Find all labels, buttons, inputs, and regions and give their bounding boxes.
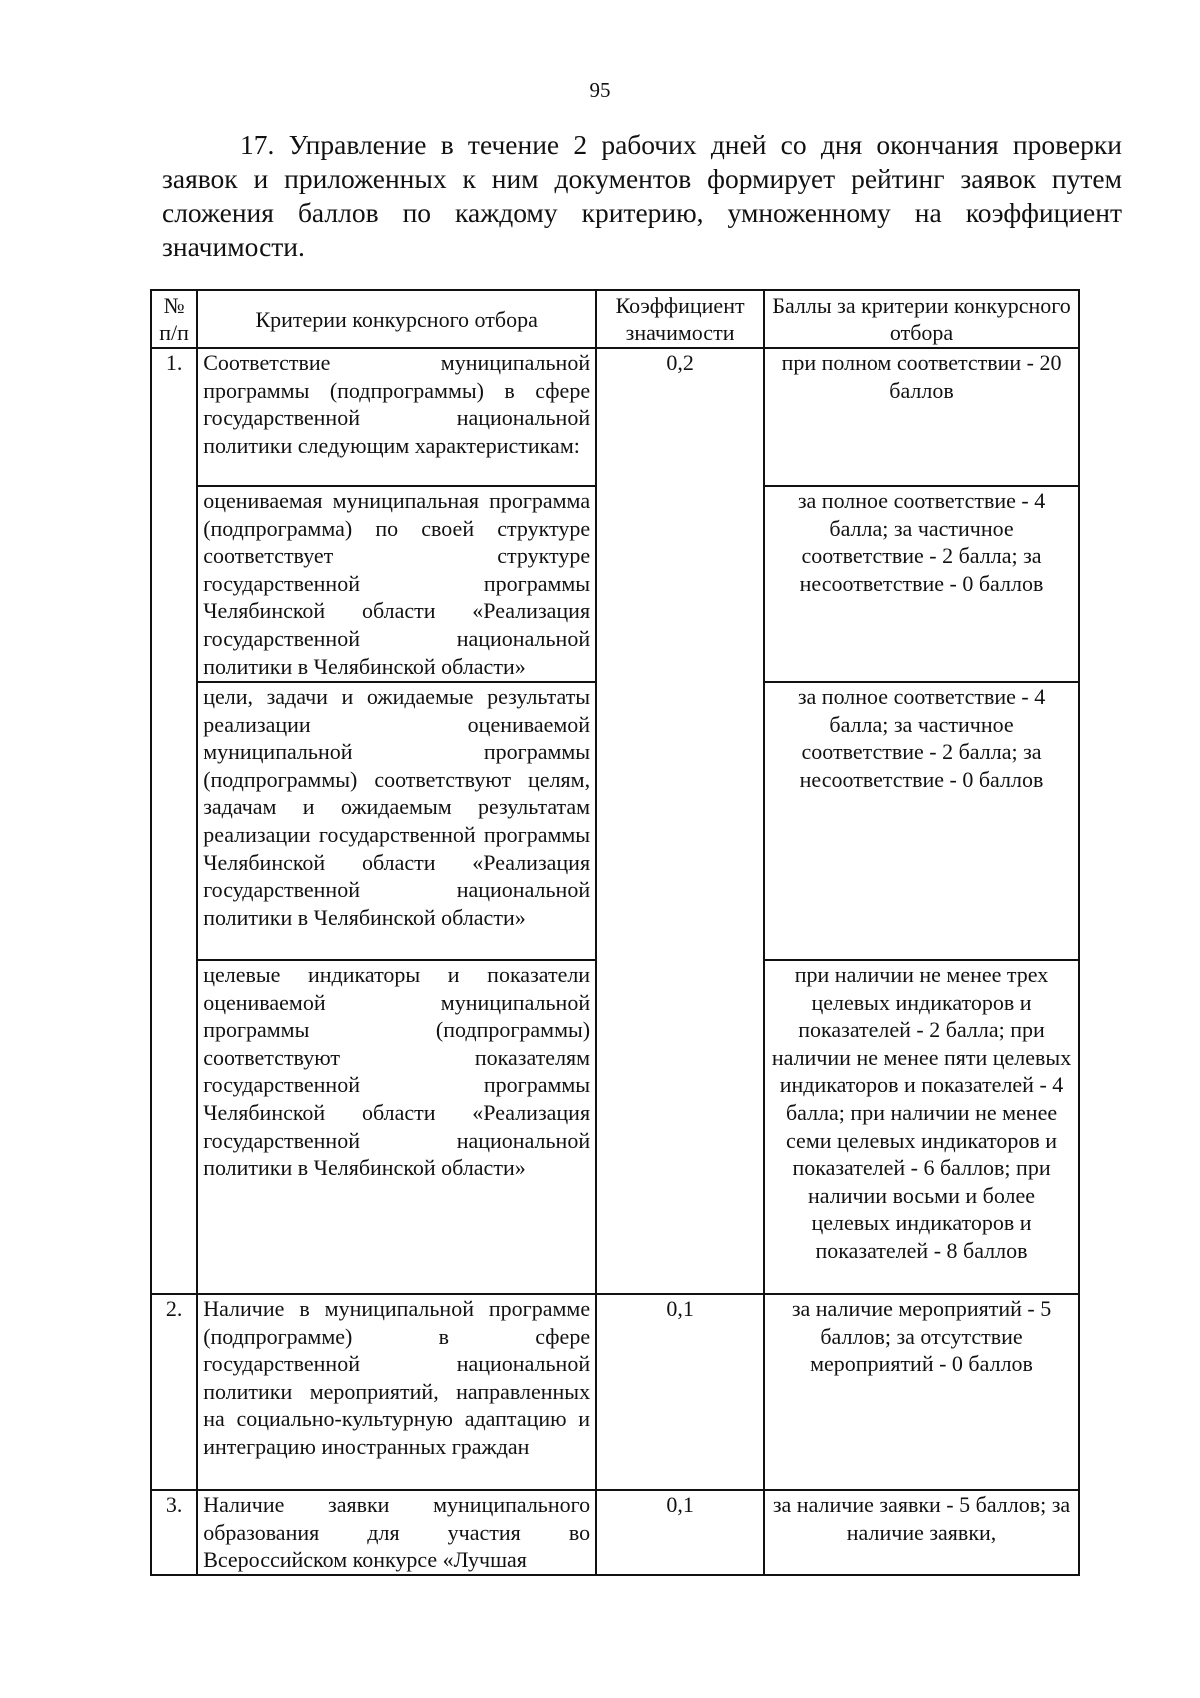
row-scores: при полном соответствии - 20 баллов bbox=[764, 348, 1079, 486]
row-criteria: Наличие заявки муниципального образования для участия во Всероссийском конкурсе «Лучшая bbox=[197, 1490, 596, 1575]
row-coefficient bbox=[596, 960, 764, 1294]
row-coefficient: 0,1 bbox=[596, 1294, 764, 1490]
row-coefficient bbox=[596, 486, 764, 682]
row-num: 3. bbox=[151, 1490, 197, 1575]
row-criteria: целевые индикаторы и показатели оцениваемой муниципальной программы (подпрограммы) соответствуют показателям государственной программы Челябинской области «Реализация государственной национальной политики в Челябинской области» bbox=[197, 960, 596, 1294]
row-scores: при наличии не менее трех целевых индикаторов и показателей - 2 балла; при наличии не менее пяти целевых индикаторов и показателей - 4 балла; при наличии не менее семи целевых индикаторов и показателей - 6 баллов; при наличии восьми и более целевых индикаторов и показателей - 8 баллов bbox=[764, 960, 1079, 1294]
row-criteria: цели, задачи и ожидаемые результаты реализации оцениваемой муниципальной программы (подпрограммы) соответствуют целям, задачам и ожидаемым результатам реализации государственной программы Челябинской области «Реализация государственной национальной политики в Челябинской области» bbox=[197, 682, 596, 960]
table-row bbox=[151, 1490, 1079, 1575]
row-scores: за полное соответствие - 4 балла; за частичное соответствие - 2 балла; за несоответствие - 0 баллов bbox=[764, 486, 1079, 682]
row-scores: за наличие заявки - 5 баллов; за наличие заявки, bbox=[764, 1490, 1079, 1575]
header-coefficient: Коэффициент значимости bbox=[596, 290, 764, 348]
row-scores: за полное соответствие - 4 балла; за частичное соответствие - 2 балла; за несоответствие - 0 баллов bbox=[764, 682, 1079, 960]
row-coefficient bbox=[596, 682, 764, 960]
row-scores: за наличие мероприятий - 5 баллов; за отсутствие мероприятий - 0 баллов bbox=[764, 1294, 1079, 1490]
page-number: 95 bbox=[589, 78, 611, 102]
row-num bbox=[151, 486, 197, 682]
row-num bbox=[151, 682, 197, 960]
header-num: № п/п bbox=[151, 290, 197, 348]
table-header-row bbox=[151, 290, 1079, 348]
table-row bbox=[151, 1294, 1079, 1490]
row-num: 1. bbox=[151, 348, 197, 486]
table-row bbox=[151, 960, 1079, 1294]
criteria-table bbox=[150, 289, 1080, 1576]
table-row bbox=[151, 348, 1079, 486]
row-num bbox=[151, 960, 197, 1294]
header-scores: Баллы за критерии конкурсного отбора bbox=[764, 290, 1079, 348]
row-num: 2. bbox=[151, 1294, 197, 1490]
row-criteria: Наличие в муниципальной программе (подпрограмме) в сфере государственной национальной политики мероприятий, направленных на социально-культурную адаптацию и интеграцию иностранных граждан bbox=[197, 1294, 596, 1490]
row-criteria: оцениваемая муниципальная программа (подпрограмма) по своей структуре соответствует структуре государственной программы Челябинской области «Реализация государственной национальной политики в Челябинской области» bbox=[197, 486, 596, 682]
intro-paragraph: 17. Управление в течение 2 рабочих дней со дня окончания проверки заявок и приложенных к ним документов формирует рейтинг заявок путем сложения баллов по каждому критерию, умноженному на коэффициент значимости. bbox=[162, 129, 1122, 262]
row-coefficient: 0,1 bbox=[596, 1490, 764, 1575]
row-criteria: Соответствие муниципальной программы (подпрограммы) в сфере государственной национальной политики следующим характеристикам: bbox=[197, 348, 596, 486]
row-coefficient: 0,2 bbox=[596, 348, 764, 486]
header-criteria: Критерии конкурсного отбора bbox=[197, 290, 596, 348]
table-row bbox=[151, 682, 1079, 960]
table-row bbox=[151, 486, 1079, 682]
